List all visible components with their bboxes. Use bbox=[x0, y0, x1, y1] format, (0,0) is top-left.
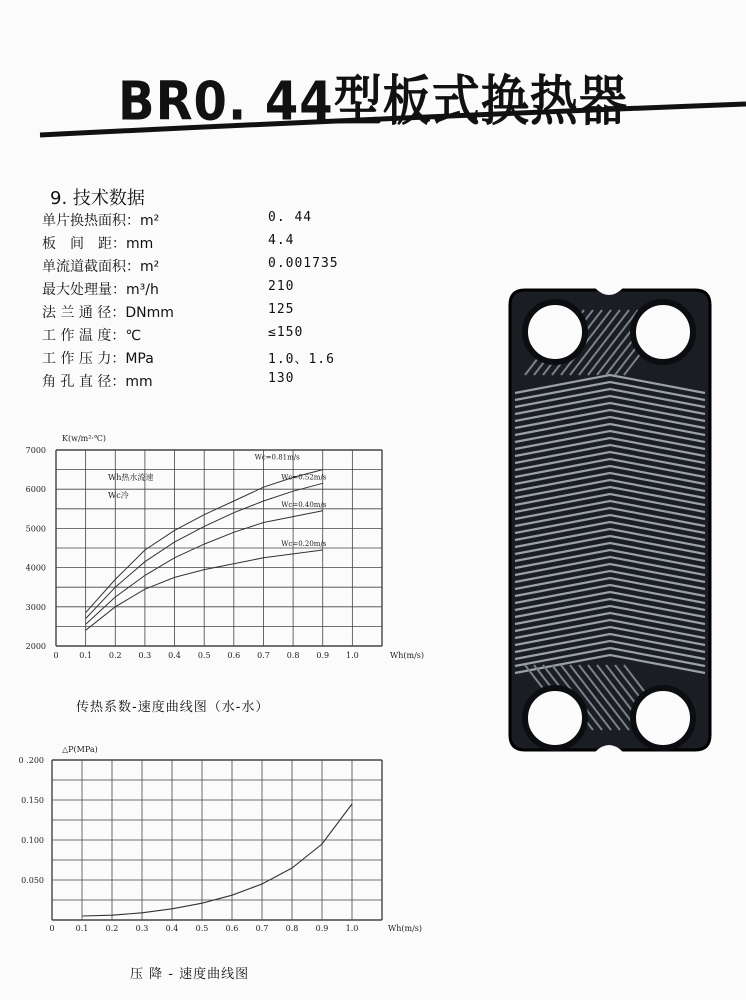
chart1-title: 传热系数-速度曲线图（水-水） bbox=[76, 700, 270, 715]
x-tick-label: 0.4 bbox=[165, 924, 179, 933]
y-tick-label: 3000 bbox=[25, 602, 46, 612]
spec-value: 0.001735 bbox=[268, 256, 339, 271]
spec-value: 125 bbox=[268, 302, 295, 317]
spec-value: 210 bbox=[268, 279, 295, 294]
spec-value: 130 bbox=[268, 371, 295, 386]
series-label: Wc=0.81m/s bbox=[254, 453, 300, 462]
y-tick-label: 2000 bbox=[25, 642, 46, 651]
x-tick-label: 0.5 bbox=[195, 924, 209, 933]
heat-exchanger-plate-image bbox=[505, 280, 715, 760]
y-axis-label: △P(MPa) bbox=[62, 745, 98, 754]
pressure-drop-chart bbox=[0, 738, 440, 938]
x-tick-label: 0 bbox=[53, 651, 59, 660]
x-axis-label: Wh(m/s) bbox=[388, 924, 423, 933]
y-tick-label: 0.050 bbox=[21, 876, 44, 885]
x-tick-label: 0.8 bbox=[285, 924, 299, 933]
page-title: BR0. 44型板式换热器 bbox=[118, 70, 628, 134]
y-axis-label: K(w/m²·℃) bbox=[62, 434, 107, 443]
x-tick-label: 0 bbox=[49, 924, 55, 933]
spec-label: 单流道截面积：m² bbox=[42, 259, 160, 275]
x-tick-label: 0.5 bbox=[197, 651, 211, 660]
x-tick-label: 0.4 bbox=[168, 651, 181, 660]
y-tick-label: 5000 bbox=[25, 524, 46, 534]
spec-label: 法 兰 通 径：DNmm bbox=[42, 305, 174, 321]
spec-value: ≤150 bbox=[268, 325, 304, 340]
x-tick-label: 0.3 bbox=[135, 924, 149, 933]
y-tick-label: 0 .200 bbox=[18, 756, 44, 765]
spec-label: 工 作 温 度：℃ bbox=[42, 328, 142, 344]
chart2-title: 压 降 - 速度曲线图 bbox=[130, 967, 250, 982]
x-tick-label: 0.2 bbox=[105, 924, 119, 933]
x-tick-label: 1.0 bbox=[345, 924, 359, 933]
series-label: Wc=0.40m/s bbox=[281, 500, 327, 509]
spec-label: 最大处理量：m³/h bbox=[42, 282, 159, 298]
series-label: Wc=0.20m/s bbox=[281, 539, 327, 548]
spec-value: 4.4 bbox=[268, 233, 295, 248]
x-tick-label: 0.2 bbox=[108, 651, 122, 660]
x-tick-label: 0.6 bbox=[227, 651, 241, 660]
x-tick-label: 0.8 bbox=[286, 651, 300, 660]
legend-note: Wc冷 bbox=[108, 491, 129, 500]
x-axis-label: Wh(m/s) bbox=[390, 651, 425, 660]
y-tick-label: 6000 bbox=[25, 485, 46, 495]
x-tick-label: 0.1 bbox=[75, 924, 89, 933]
x-tick-label: 0.7 bbox=[255, 924, 269, 933]
spec-label: 角 孔 直 径：mm bbox=[42, 374, 153, 390]
legend-note: Wh热水流速 bbox=[108, 473, 154, 482]
spec-value: 0. 44 bbox=[268, 210, 313, 225]
section-heading: 9. 技术数据 bbox=[50, 188, 145, 209]
spec-label: 单片换热面积：m² bbox=[42, 213, 160, 229]
heat-transfer-chart bbox=[0, 428, 440, 668]
x-tick-label: 0.7 bbox=[257, 651, 270, 660]
y-tick-label: 7000 bbox=[25, 446, 46, 455]
x-tick-label: 0.9 bbox=[316, 651, 330, 660]
y-tick-label: 0.100 bbox=[21, 836, 44, 845]
series-label: Wc=0.52m/s bbox=[281, 473, 327, 482]
x-tick-label: 1.0 bbox=[345, 651, 359, 660]
spec-value: 1.0、1.6 bbox=[268, 352, 335, 367]
y-tick-label: 0.150 bbox=[21, 796, 44, 805]
x-tick-label: 0.6 bbox=[225, 924, 239, 933]
spec-label: 工 作 压 力：MPa bbox=[42, 351, 154, 367]
spec-label: 板 间 距：mm bbox=[42, 236, 154, 252]
x-tick-label: 0.1 bbox=[79, 651, 93, 660]
x-tick-label: 0.3 bbox=[138, 651, 152, 660]
y-tick-label: 4000 bbox=[25, 563, 46, 573]
x-tick-label: 0.9 bbox=[315, 924, 329, 933]
